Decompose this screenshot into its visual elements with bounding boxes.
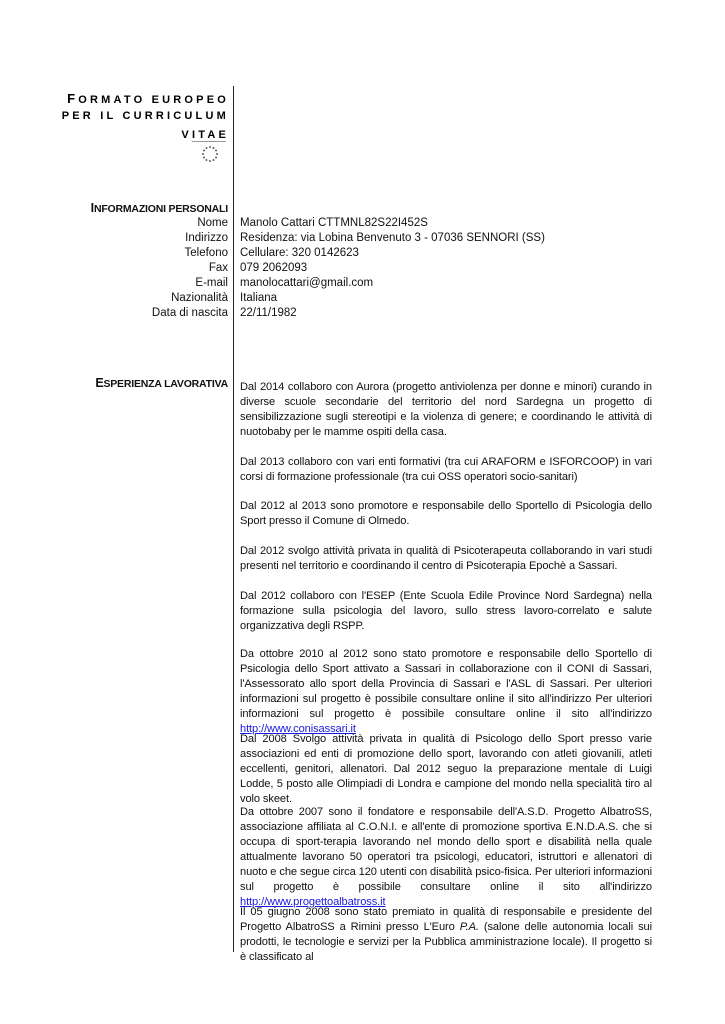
experience-paragraph-1: Dal 2014 collaboro con Aurora (progetto antiviolenza per donne e minori) curando in diverse scuole secondarie del territorio del nord Sardegna un progetto di sensibilizzazione sugli stereotipi e la violenza di genere; e coordinando le attività di nuotobaby per le mamme ospiti della casa.: [240, 381, 652, 438]
coni-sassari-link[interactable]: http://www.conisassari.it: [240, 723, 356, 735]
label-email: E-mail: [195, 277, 228, 289]
personal-info-title: INFORMAZIONI PERSONALI: [90, 201, 228, 215]
value-fax: 079 2062093: [240, 262, 308, 274]
progetto-albatross-link[interactable]: http://www.progettoalbatross.it: [240, 896, 386, 908]
experience-paragraph-9-text-a: Il 05 giugno 2008 sono stato premiato in qualità di responsabile e presidente del Progetto AlbatroSS a Rimini presso L'Euro: [240, 906, 652, 933]
eu-stars-icon: [192, 142, 226, 166]
experience-paragraph-9-italic: P.A.: [459, 921, 479, 933]
experience-paragraph-3: Dal 2012 al 2013 sono promotore e responsabile dello Sportello di Psicologia dello Sport presso il Comune di Olmedo.: [240, 500, 652, 527]
experience-paragraph-6: [240, 647, 652, 737]
cv-header-line-3: VITAE: [181, 129, 229, 141]
experience-paragraph-8: [240, 805, 652, 910]
value-birthdate: 22/11/1982: [240, 307, 297, 319]
value-phone: Cellulare: 320 0142623: [240, 247, 359, 259]
label-fax: Fax: [208, 262, 228, 274]
work-experience-title: ESPERIENZA LAVORATIVA: [95, 376, 228, 390]
experience-paragraph-4: Dal 2012 svolgo attività privata in qualità di Psicoterapeuta collaborando in vari studi presenti nel territorio e coordinando il centro di Psicoterapia Epochè a Sassari.: [240, 545, 652, 572]
cv-header-line-2: PER IL CURRICULUM: [61, 110, 229, 122]
label-birthdate: Data di nascita: [151, 307, 228, 319]
value-email: manolocattari@gmail.com: [240, 277, 374, 289]
experience-paragraph-8-text: Da ottobre 2007 sono il fondatore e responsabile dell'A.S.D. Progetto AlbatroSS, associazione affiliata al C.O.N.I. e all'ente di promozione sportiva E.N.D.A.S. che si occupa di sport-terapia lavorando nel mondo dello sport e disabilità nella quale attualmente lavorano 50 operatori tra psicologi, educatori, istruttori e allenatori di nuoto e che segue circa 120 utenti con disabilità psico-fisica. Per ulteriori informazioni sul progetto è possibile consultare online il sito all'indirizzo: [240, 806, 652, 893]
value-nationality: Italiana: [240, 292, 278, 304]
experience-paragraph-9: [240, 905, 652, 965]
eu-flag: [192, 141, 226, 166]
label-nationality: Nazionalità: [171, 292, 228, 304]
experience-paragraph-2: Dal 2013 collaboro con vari enti formativi (tra cui ARAFORM e ISFORCOOP) in vari corsi di formazione professionale (tra cui OSS operatori socio-sanitari): [240, 456, 652, 483]
value-name: Manolo Cattari CTTMNL82S22I452S: [240, 217, 428, 229]
label-name: Nome: [197, 217, 228, 229]
column-divider: [233, 86, 234, 952]
experience-paragraph-9-text-b: (salone delle autonomia locali sui prodotti, le tecnologie e servizi per la Pubblica amministrazione locale). Il progetto si è classificato al: [240, 921, 652, 963]
experience-paragraph-7: Dal 2008 Svolgo attività privata in qualità di Psicologo dello Sport presso varie associazioni ed enti di promozione dello sport, lavorando con atleti giovanili, atleti eccellenti, genitori, allenatori. Dal 2012 seguo la preparazione mentale di Luigi Lodde, 5 posto alle Olimpiadi di Londra e campione del mondo nella specialità tiro al volo skeet.: [240, 733, 652, 805]
cv-header-line-1: FORMATO EUROPEO: [67, 91, 229, 106]
label-phone: Telefono: [184, 247, 228, 259]
experience-paragraph-6-text: Da ottobre 2010 al 2012 sono stato promotore e responsabile dello Sportello di Psicologia dello Sport attivato a Sassari in collaborazione con il CONI di Sassari, l'Assessorato allo sport della Provincia di Sassari e l'ASL di Sassari. Per ulteriori informazioni sul progetto è possibile consultare online il sito all'indirizzo Per ulteriori informazioni sul progetto è possibile consultare online il sito all'indirizzo: [240, 648, 652, 720]
label-address: Indirizzo: [185, 232, 228, 244]
value-address: Residenza: via Lobina Benvenuto 3 - 07036 SENNORI (SS): [240, 232, 545, 244]
experience-paragraph-5: Dal 2012 collaboro con l'ESEP (Ente Scuola Edile Province Nord Sardegna) nella formazione sulla psicologia del lavoro, sullo stress lavoro-correlato e salute organizzativa degli RSPP.: [240, 590, 652, 632]
